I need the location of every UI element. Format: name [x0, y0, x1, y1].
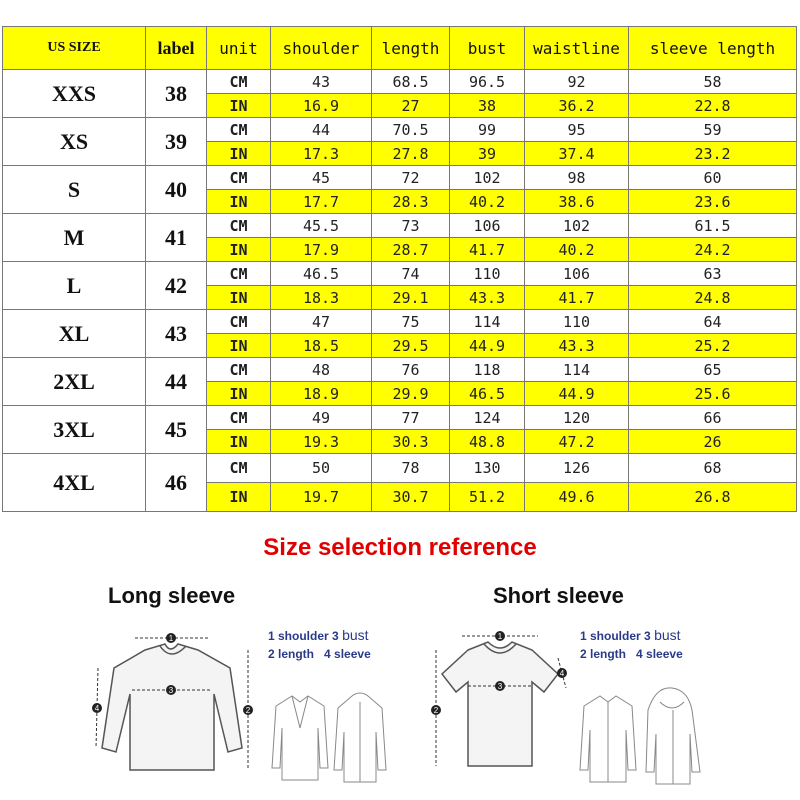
cm-value-cell: 102: [525, 214, 629, 238]
cm-value-cell: 114: [450, 310, 525, 334]
in-value-cell: 36.2: [525, 94, 629, 118]
legend-sleeve: 4 sleeve: [636, 647, 683, 661]
in-value-cell: 29.9: [372, 382, 450, 406]
us-size-cell: M: [3, 214, 146, 262]
cm-value-cell: 106: [450, 214, 525, 238]
cm-value-cell: 110: [525, 310, 629, 334]
in-value-cell: 41.7: [525, 286, 629, 310]
svg-text:1: 1: [497, 632, 503, 641]
legend-shoulder: 1 shoulder: [580, 629, 641, 643]
unit-in-cell: IN: [207, 382, 271, 406]
size-table-body: [3, 70, 797, 512]
in-value-cell: 27.8: [372, 142, 450, 166]
legend-bust: bust: [342, 627, 369, 643]
table-header-row: [3, 27, 797, 70]
in-value-cell: 38.6: [525, 190, 629, 214]
us-size-cell: 3XL: [3, 406, 146, 454]
in-value-cell: 43.3: [450, 286, 525, 310]
cm-value-cell: 59: [629, 118, 797, 142]
cm-value-cell: 58: [629, 70, 797, 94]
in-value-cell: 18.3: [271, 286, 372, 310]
us-size-cell: XL: [3, 310, 146, 358]
label-cell: 45: [146, 406, 207, 454]
in-value-cell: 17.9: [271, 238, 372, 262]
short-sleeve-title: Short sleeve: [493, 583, 624, 608]
unit-cm-cell: CM: [207, 214, 271, 238]
header-waistline: waistline: [525, 27, 629, 70]
cm-value-cell: 45: [271, 166, 372, 190]
us-size-cell: L: [3, 262, 146, 310]
unit-cm-cell: CM: [207, 406, 271, 430]
cm-value-cell: 72: [372, 166, 450, 190]
in-value-cell: 38: [450, 94, 525, 118]
in-value-cell: 28.7: [372, 238, 450, 262]
cm-value-cell: 43: [271, 70, 372, 94]
header-bust: bust: [450, 27, 525, 70]
in-value-cell: 37.4: [525, 142, 629, 166]
measure-marker-2: [243, 705, 253, 715]
unit-cm-cell: CM: [207, 166, 271, 190]
legend-bust-number: 3: [644, 629, 651, 643]
legend-sleeve: 4 sleeve: [324, 647, 371, 661]
svg-text:2: 2: [245, 706, 251, 715]
cm-value-cell: 61.5: [629, 214, 797, 238]
unit-cm-cell: CM: [207, 358, 271, 382]
in-value-cell: 48.8: [450, 430, 525, 454]
cm-value-cell: 114: [525, 358, 629, 382]
in-value-cell: 51.2: [450, 483, 525, 512]
in-value-cell: 30.7: [372, 483, 450, 512]
label-cell: 42: [146, 262, 207, 310]
cm-value-cell: 110: [450, 262, 525, 286]
cm-value-cell: 92: [525, 70, 629, 94]
cm-value-cell: 73: [372, 214, 450, 238]
table-row: [3, 406, 797, 430]
long-sleeve-legend: [268, 626, 371, 663]
cm-value-cell: 65: [629, 358, 797, 382]
in-value-cell: 29.1: [372, 286, 450, 310]
in-value-cell: 46.5: [450, 382, 525, 406]
header-length: length: [372, 27, 450, 70]
unit-cm-cell: CM: [207, 118, 271, 142]
label-cell: 46: [146, 454, 207, 512]
in-value-cell: 26: [629, 430, 797, 454]
measure-marker-1: [166, 633, 176, 643]
in-value-cell: 16.9: [271, 94, 372, 118]
unit-in-cell: IN: [207, 334, 271, 358]
measure-marker-4: [92, 703, 102, 713]
us-size-cell: S: [3, 166, 146, 214]
short-sleeve-hoodie-sketches: [576, 684, 706, 788]
svg-text:3: 3: [168, 686, 174, 695]
header-shoulder: shoulder: [271, 27, 372, 70]
label-cell: 41: [146, 214, 207, 262]
header-us-size: US SIZE: [3, 27, 146, 70]
cm-value-cell: 68: [629, 454, 797, 483]
cm-value-cell: 44: [271, 118, 372, 142]
measure-marker-2: [431, 705, 441, 715]
cm-value-cell: 64: [629, 310, 797, 334]
cm-value-cell: 47: [271, 310, 372, 334]
svg-text:3: 3: [497, 682, 503, 691]
table-row: [3, 166, 797, 190]
cm-value-cell: 130: [450, 454, 525, 483]
svg-text:1: 1: [168, 634, 174, 643]
unit-in-cell: IN: [207, 94, 271, 118]
cm-value-cell: 45.5: [271, 214, 372, 238]
in-value-cell: 44.9: [525, 382, 629, 406]
cm-value-cell: 102: [450, 166, 525, 190]
cm-value-cell: 98: [525, 166, 629, 190]
in-value-cell: 23.2: [629, 142, 797, 166]
in-value-cell: 29.5: [372, 334, 450, 358]
cm-value-cell: 126: [525, 454, 629, 483]
in-value-cell: 41.7: [450, 238, 525, 262]
in-value-cell: 24.2: [629, 238, 797, 262]
in-value-cell: 18.9: [271, 382, 372, 406]
label-cell: 40: [146, 166, 207, 214]
in-value-cell: 25.2: [629, 334, 797, 358]
cm-value-cell: 46.5: [271, 262, 372, 286]
short-sleeve-legend: [580, 626, 683, 663]
table-row: [3, 214, 797, 238]
in-value-cell: 22.8: [629, 94, 797, 118]
cm-value-cell: 70.5: [372, 118, 450, 142]
unit-in-cell: IN: [207, 142, 271, 166]
legend-length: 2 length: [268, 647, 315, 661]
in-value-cell: 17.7: [271, 190, 372, 214]
header-sleeve-length: sleeve length: [629, 27, 797, 70]
in-value-cell: 19.7: [271, 483, 372, 512]
us-size-cell: 4XL: [3, 454, 146, 512]
label-cell: 44: [146, 358, 207, 406]
in-value-cell: 30.3: [372, 430, 450, 454]
cm-value-cell: 96.5: [450, 70, 525, 94]
in-value-cell: 43.3: [525, 334, 629, 358]
table-row: [3, 358, 797, 382]
cm-value-cell: 99: [450, 118, 525, 142]
measure-marker-3: [495, 681, 505, 691]
unit-in-cell: IN: [207, 430, 271, 454]
table-row: [3, 454, 797, 483]
in-value-cell: 26.8: [629, 483, 797, 512]
unit-in-cell: IN: [207, 483, 271, 512]
header-unit: unit: [207, 27, 271, 70]
svg-text:4: 4: [94, 704, 100, 713]
size-reference-title: Size selection reference: [263, 534, 537, 561]
unit-cm-cell: CM: [207, 310, 271, 334]
us-size-cell: 2XL: [3, 358, 146, 406]
cm-value-cell: 49: [271, 406, 372, 430]
cm-value-cell: 120: [525, 406, 629, 430]
short-sleeve-shirt-diagram: [428, 628, 578, 778]
cm-value-cell: 66: [629, 406, 797, 430]
in-value-cell: 17.3: [271, 142, 372, 166]
measure-marker-1: [495, 631, 505, 641]
cm-value-cell: 60: [629, 166, 797, 190]
cm-value-cell: 74: [372, 262, 450, 286]
in-value-cell: 23.6: [629, 190, 797, 214]
in-value-cell: 49.6: [525, 483, 629, 512]
in-value-cell: 40.2: [525, 238, 629, 262]
cm-value-cell: 68.5: [372, 70, 450, 94]
cm-value-cell: 48: [271, 358, 372, 382]
unit-in-cell: IN: [207, 286, 271, 310]
unit-in-cell: IN: [207, 190, 271, 214]
in-value-cell: 24.8: [629, 286, 797, 310]
cm-value-cell: 63: [629, 262, 797, 286]
legend-length: 2 length: [580, 647, 627, 661]
long-sleeve-shirt-diagram: [90, 628, 260, 800]
svg-text:4: 4: [559, 669, 565, 678]
unit-cm-cell: CM: [207, 262, 271, 286]
in-value-cell: 18.5: [271, 334, 372, 358]
cm-value-cell: 78: [372, 454, 450, 483]
cm-value-cell: 77: [372, 406, 450, 430]
in-value-cell: 44.9: [450, 334, 525, 358]
measure-marker-3: [166, 685, 176, 695]
us-size-cell: XXS: [3, 70, 146, 118]
in-value-cell: 27: [372, 94, 450, 118]
long-sleeve-title: Long sleeve: [108, 583, 236, 608]
long-sleeve-jacket-sketches: [268, 688, 388, 788]
cm-value-cell: 95: [525, 118, 629, 142]
size-chart-table: [2, 26, 797, 512]
table-row: [3, 262, 797, 286]
legend-shoulder: 1 shoulder: [268, 629, 329, 643]
measure-marker-4: [557, 668, 567, 678]
in-value-cell: 39: [450, 142, 525, 166]
label-cell: 38: [146, 70, 207, 118]
table-row: [3, 310, 797, 334]
in-value-cell: 25.6: [629, 382, 797, 406]
svg-text:2: 2: [433, 706, 439, 715]
cm-value-cell: 106: [525, 262, 629, 286]
legend-bust: bust: [654, 627, 681, 643]
in-value-cell: 19.3: [271, 430, 372, 454]
in-value-cell: 40.2: [450, 190, 525, 214]
cm-value-cell: 75: [372, 310, 450, 334]
table-row: [3, 118, 797, 142]
in-value-cell: 47.2: [525, 430, 629, 454]
label-cell: 43: [146, 310, 207, 358]
table-row: [3, 70, 797, 94]
header-label: label: [146, 27, 207, 70]
cm-value-cell: 76: [372, 358, 450, 382]
unit-cm-cell: CM: [207, 454, 271, 483]
unit-cm-cell: CM: [207, 70, 271, 94]
cm-value-cell: 50: [271, 454, 372, 483]
cm-value-cell: 118: [450, 358, 525, 382]
in-value-cell: 28.3: [372, 190, 450, 214]
legend-bust-number: 3: [332, 629, 339, 643]
label-cell: 39: [146, 118, 207, 166]
cm-value-cell: 124: [450, 406, 525, 430]
us-size-cell: XS: [3, 118, 146, 166]
unit-in-cell: IN: [207, 238, 271, 262]
